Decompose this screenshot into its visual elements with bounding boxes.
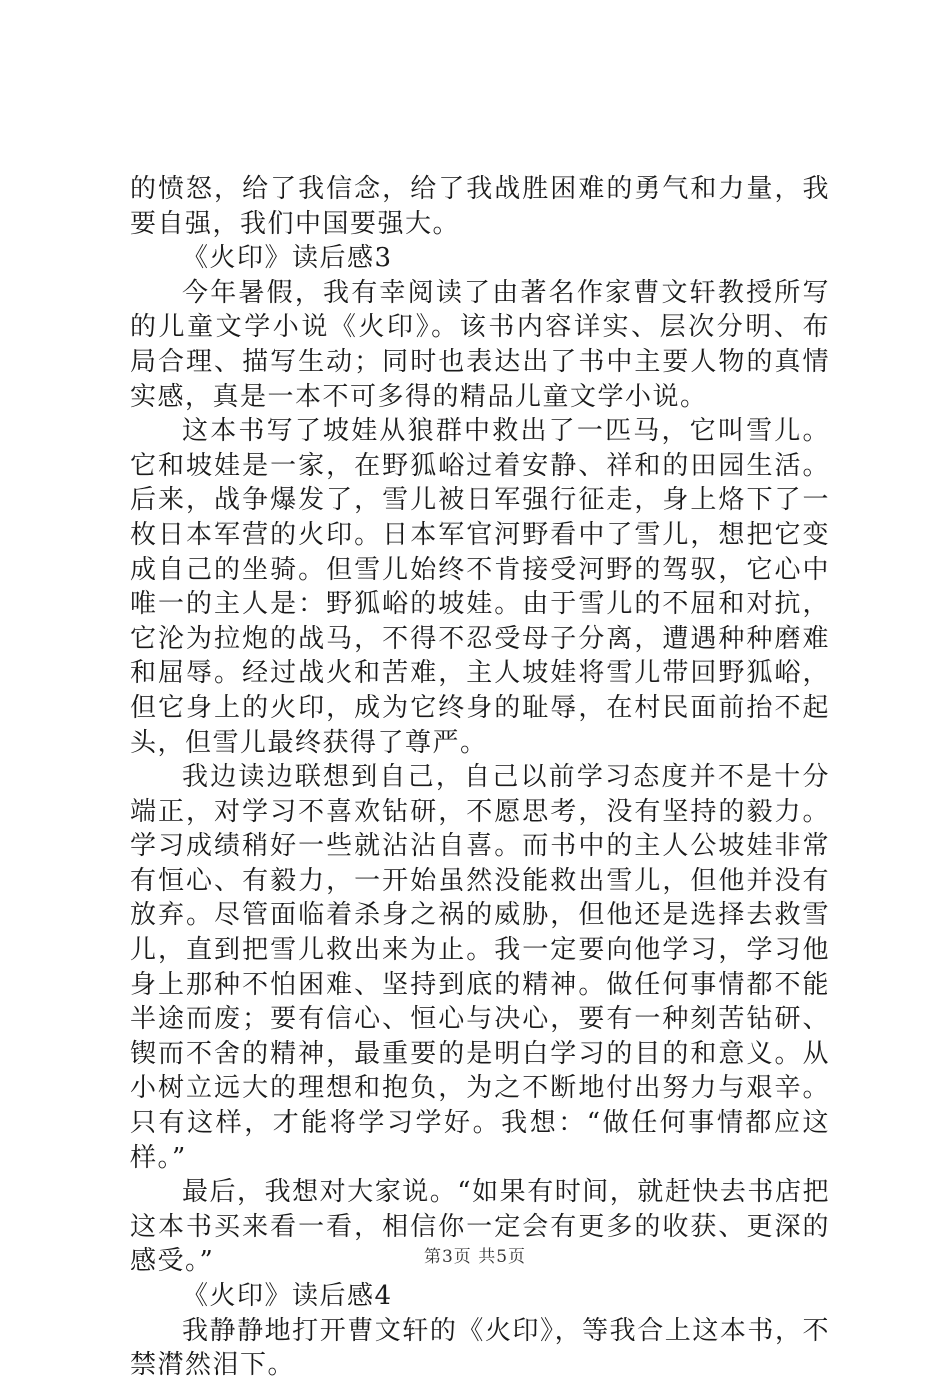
paragraph: 我静静地打开曹文轩的《火印》，等我合上这本书，不禁潸然泪下。 xyxy=(130,1315,830,1381)
paragraph-continuation: 的愤怒，给了我信念，给了我战胜困难的勇气和力量，我要自强，我们中国要强大。 xyxy=(130,174,830,239)
paragraph: 我边读边联想到自己，自己以前学习态度并不是十分端正，对学习不喜欢钻研，不愿思考，没有坚持的毅力。学习成绩稍好一些就沾沾自喜。而书中的主人公坡娃非常有恒心、有毅力，一开始虽然没能救出雪儿，但他并没有放弃。尽管面临着杀身之祸的威胁，但他还是选择去救雪儿，直到把雪儿救出来为止。我一定要向他学习，学习他身上那种不怕困难、坚持到底的精神。做任何事情都不能半途而废；要有信心、恒心与决心，要有一种刻苦钻研、锲而不舍的精神，最重要的是明白学习的目的和意义。从小树立远大的理想和抱负，为之不断地付出努力与艰辛。只有这样，才能将学习学好。我想：“做任何事情都应这样。” xyxy=(130,762,830,1173)
paragraph: 今年暑假，我有幸阅读了由著名作家曹文轩教授所写的儿童文学小说《火印》。该书内容详实、层次分明、布局合理、描写生动；同时也表达出了书中主要人物的真情实感，真是一本不可多得的精品儿童文学小说。 xyxy=(130,277,830,412)
paragraph: 最后，我想对大家说。“如果有时间，就赶快去书店把这本书买来看一看，相信你一定会有更多的收获、更深的感受。” xyxy=(130,1177,830,1277)
section-heading-3: 《火印》读后感3 xyxy=(182,243,393,274)
section-heading-4: 《火印》读后感4 xyxy=(182,1281,393,1311)
page-number-footer: 第3页 共5页 xyxy=(423,1247,527,1267)
paragraph: 这本书写了坡娃从狼群中救出了一匹马，它叫雪儿。它和坡娃是一家，在野狐峪过着安静、祥和的田园生活。后来，战争爆发了，雪儿被日军强行征走，身上烙下了一枚日本军营的火印。日本军官河野看中了雪儿，想把它变成自己的坐骑。但雪儿始终不肯接受河野的驾驭，它心中唯一的主人是：野狐峪的坡娃。由于雪儿的不屈和对抗，它沦为拉炮的战马，不得不忍受母子分离，遭遇种种磨难和屈辱。经过战火和苦难，主人坡娃将雪儿带回野狐峪，但它身上的火印，成为它终身的耻辱，在村民面前抬不起头，但雪儿最终获得了尊严。 xyxy=(130,416,830,758)
document-body xyxy=(130,172,830,1383)
